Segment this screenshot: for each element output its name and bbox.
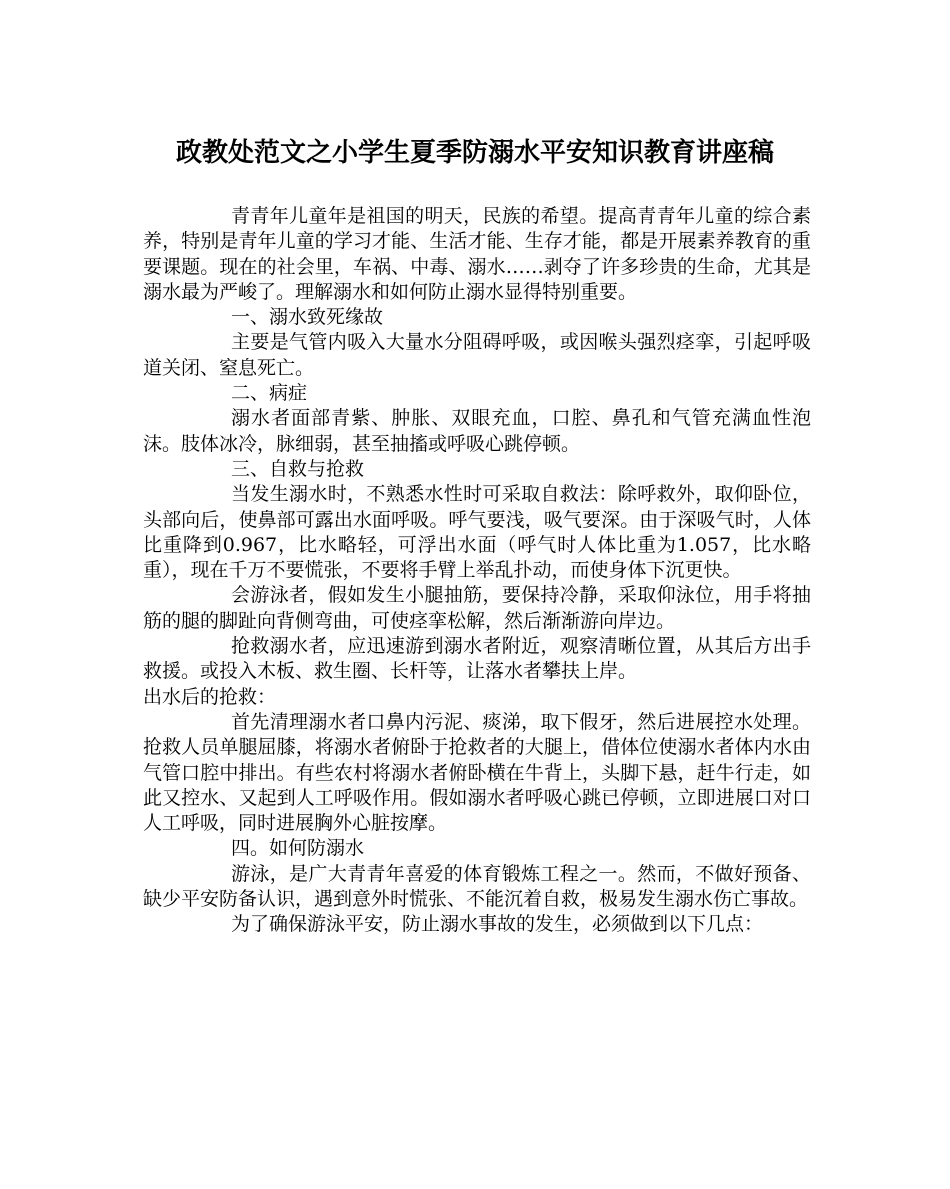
document-title: 政教处范文之小学生夏季防溺水平安知识教育讲座稿 bbox=[175, 138, 774, 168]
paragraph-swimmer-cramp: 会游泳者，假如发生小腿抽筋，要保持冷静，采取仰泳位，用手将抽筋的腿的脚趾向背侧弯曲，可使痉挛松解，然后渐渐游向岸边。 bbox=[143, 584, 811, 632]
paragraph-intro: 青青年儿童年是祖国的明天，民族的希望。提高青青年儿童的综合素养，特别是青年儿童的学习才能、生活才能、生存才能，都是开展素养教育的重要课题。现在的社会里，车祸、中毒、溺水……剥夺了许多珍贵的生命，尤其是溺水最为严峻了。理解溺水和如何防止溺水显得特别重要。 bbox=[143, 205, 811, 303]
section-heading-symptoms: 二、病症 bbox=[231, 382, 308, 405]
paragraph-safety-points: 为了确保游泳平安，防止溺水事故的发生，必须做到以下几点： bbox=[231, 913, 764, 936]
paragraph-cause: 主要是气管内吸入大量水分阻碍呼吸，或因喉头强烈痉挛，引起呼吸道关闭、窒息死亡。 bbox=[143, 331, 811, 379]
document-body bbox=[143, 204, 811, 938]
section-heading-cause: 一、溺水致死缘故 bbox=[231, 306, 384, 329]
paragraph-self-rescue: 当发生溺水时，不熟悉水性时可采取自救法：除呼救外，取仰卧位，头部向后，使鼻部可露出水面呼吸。呼气要浅，吸气要深。由于深吸气时，人体比重降到0.967，比水略轻，可浮出水面（呼气时人体比重为1.057，比水略重），现在千万不要慌张，不要将手臂上举乱扑动，而使身体下沉更快。 bbox=[143, 483, 811, 582]
paragraph-prevention: 游泳，是广大青青年喜爱的体育锻炼工程之一。然而，不做好预备、缺少平安防备认识，遇到意外时慌张、不能沉着自救，极易发生溺水伤亡事故。 bbox=[143, 862, 811, 911]
paragraph-rescue-others: 抢救溺水者，应迅速游到溺水者附近，观察清晰位置，从其后方出手救援。或投入木板、救生圈、长杆等，让落水者攀扶上岸。 bbox=[143, 635, 811, 683]
paragraph-after-rescue: 首先清理溺水者口鼻内污泥、痰涕，取下假牙，然后进展控水处理。抢救人员单腿屈膝，将溺水者俯卧于抢救者的大腿上，借体位使溺水者体内水由气管口腔中排出。有些农村将溺水者俯卧横在牛背上，头脚下悬，赶牛行走，如此又控水、又起到人工呼吸作用。假如溺水者呼吸心跳已停顿，立即进展口对口人工呼吸，同时进展胸外心脏按摩。 bbox=[143, 710, 811, 835]
paragraph-after-rescue-label: 出水后的抢救： bbox=[143, 685, 277, 708]
paragraph-symptoms: 溺水者面部青紫、肿胀、双眼充血，口腔、鼻孔和气管充满血性泡沫。肢体冰冷，脉细弱，甚至抽搐或呼吸心跳停顿。 bbox=[143, 407, 811, 455]
section-heading-rescue: 三、自救与抢救 bbox=[231, 457, 365, 480]
section-heading-prevention: 四。如何防溺水 bbox=[231, 837, 365, 860]
